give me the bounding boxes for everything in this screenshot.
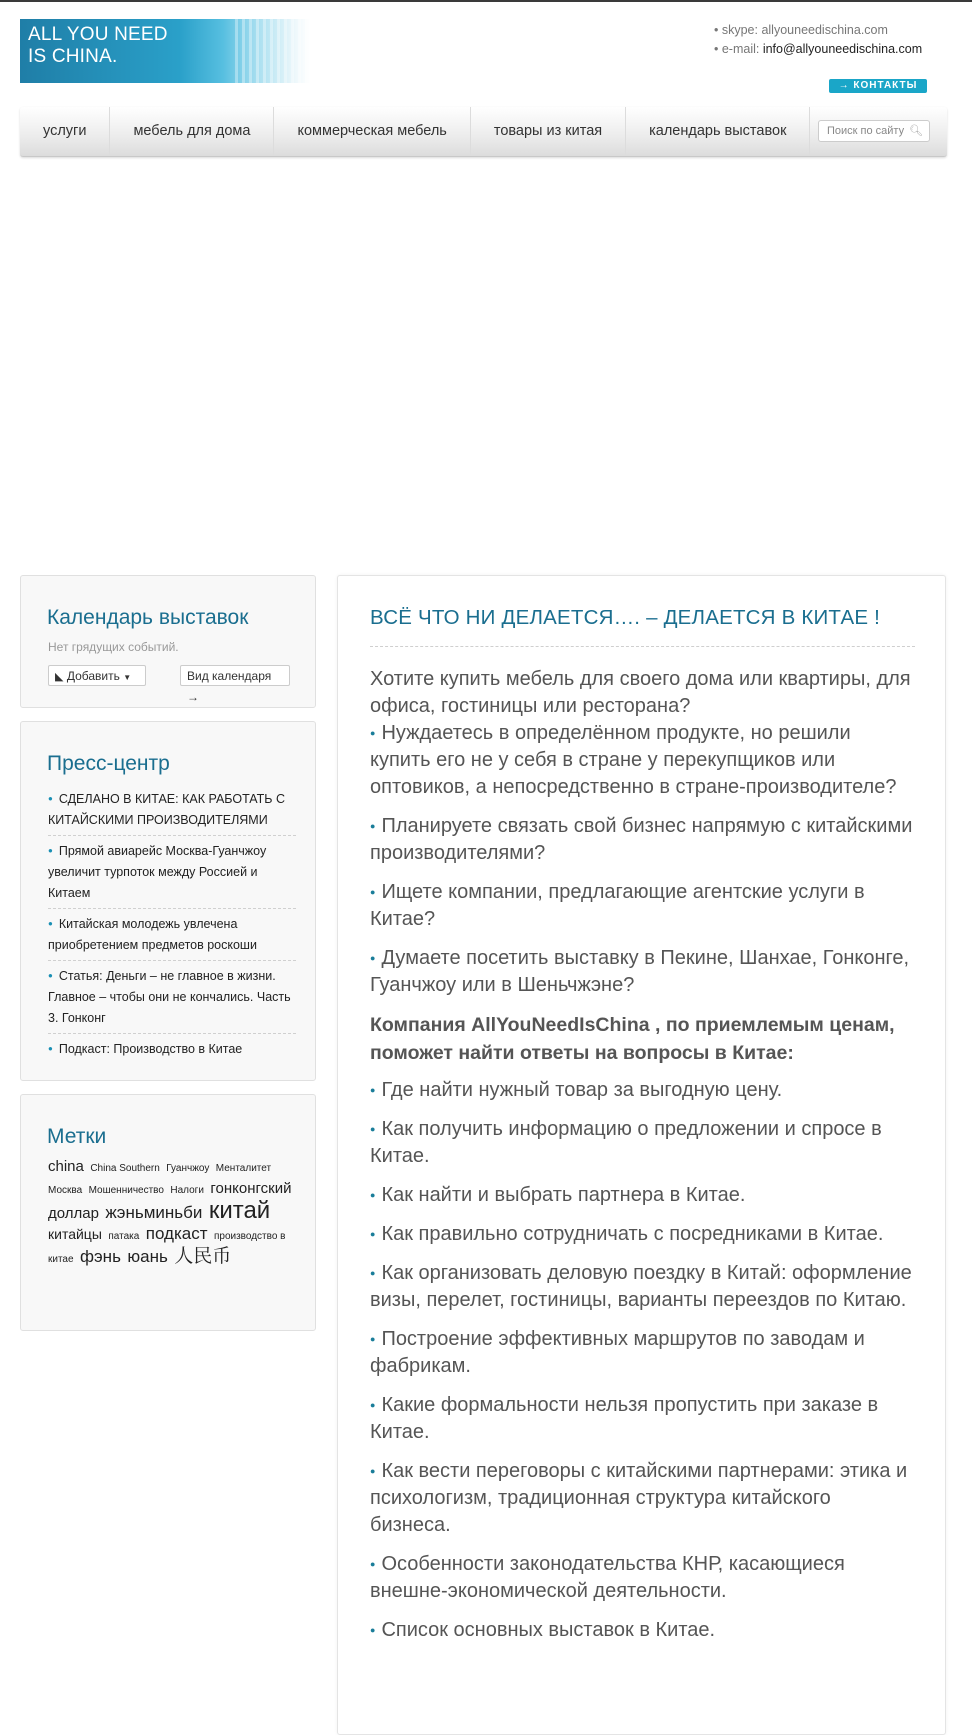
answer-item [370, 1551, 915, 1605]
press-center-widget [20, 721, 316, 1081]
press-item[interactable] [48, 961, 296, 1034]
press-item[interactable] [48, 1034, 296, 1064]
tag-link[interactable]: фэнь [80, 1247, 121, 1266]
answer-text: Список основных выставок в Китае. [381, 1619, 716, 1641]
bullet-icon: ● [370, 887, 376, 897]
bullet-icon: ● [370, 1124, 376, 1134]
rss-icon: ◣ [55, 671, 64, 683]
question-text: Нуждаетесь в определённом продукте, но решили купить его не у себя в стране у перекупщиков или оптовиков, а непосредственно в стране-производителе? [370, 722, 897, 798]
tag-link[interactable]: жэньминьби [105, 1203, 203, 1222]
tag-link[interactable]: Налоги [170, 1185, 204, 1196]
question-text: Думаете посетить выставку в Пекине, Шанхае, Гонконге, Гуанчжоу или в Шеньчжэне? [370, 947, 910, 996]
question-item [370, 720, 915, 801]
view-calendar-button[interactable] [180, 665, 290, 704]
answer-text: Построение эффективных маршрутов по заводам и фабрикам. [370, 1328, 865, 1377]
bullet-icon: ● [370, 1190, 376, 1200]
press-item-link[interactable]: Китайская молодежь увлечена приобретением предметов роскоши [48, 917, 257, 952]
article-title: ВСЁ ЧТО НИ ДЕЛАЕТСЯ…. – ДЕЛАЕТСЯ В КИТАЕ ! [370, 606, 880, 629]
answer-item [370, 1260, 915, 1314]
answer-item [370, 1077, 915, 1104]
press-item[interactable] [48, 909, 296, 961]
bullet-icon: ● [370, 1466, 376, 1476]
add-calendar-button[interactable] [48, 665, 146, 686]
caret-down-icon: ▼ [123, 673, 132, 682]
answer-item [370, 1617, 915, 1644]
press-item-link[interactable]: Прямой авиарейс Москва-Гуанчжоу увеличит турпоток между Россией и Китаем [48, 844, 267, 900]
answer-item [370, 1392, 915, 1446]
calendar-widget [20, 575, 316, 708]
press-item[interactable] [48, 784, 296, 836]
bullet-icon: ● [48, 1044, 53, 1053]
question-text: Планируете связать свой бизнес напрямую с китайскими производителями? [370, 815, 913, 864]
bullet-icon: ● [370, 728, 376, 738]
answer-text: Где найти нужный товар за выгодную цену. [381, 1079, 783, 1101]
nav-item-home-furniture[interactable]: мебель для дома [110, 107, 274, 156]
nav-item-exhibition-calendar[interactable]: календарь выставок [626, 107, 810, 156]
bullet-icon: ● [48, 846, 53, 855]
calendar-empty-text: Нет грядущих событий. [48, 640, 179, 654]
answer-text: Как найти и выбрать партнера в Китае. [381, 1184, 746, 1206]
email-label: • e-mail: [714, 42, 763, 56]
main-article [337, 575, 946, 1735]
skype-line [714, 21, 922, 40]
answers-list [370, 1077, 915, 1644]
answer-text: Как организовать деловую поездку в Китай: оформление визы, перелет, гостиницы, варианты переездов по Китаю. [370, 1262, 912, 1311]
top-border [0, 0, 972, 2]
bullet-icon: ● [48, 919, 53, 928]
title-divider [370, 646, 915, 647]
answer-item [370, 1116, 915, 1170]
email-line [714, 40, 922, 59]
nav-item-commercial-furniture[interactable]: коммерческая мебель [274, 107, 470, 156]
answer-item [370, 1326, 915, 1380]
intro-paragraph: Хотите купить мебель для своего дома или квартиры, для офиса, гостиницы или ресторана? [370, 668, 911, 717]
tag-link[interactable]: китайцы [48, 1226, 102, 1242]
nav-item-services[interactable]: услуги [20, 107, 110, 156]
bullet-icon: ● [48, 971, 53, 980]
nav-item-goods-from-china[interactable]: товары из китая [471, 107, 626, 156]
logo-stripes [235, 19, 310, 83]
tag-link[interactable]: 人民币 [174, 1246, 232, 1267]
tag-link[interactable]: Мошенничество [88, 1185, 164, 1196]
tag-link[interactable]: china [48, 1158, 84, 1175]
bullet-icon: ● [370, 1229, 376, 1239]
tag-link[interactable]: производство в китае [48, 1231, 286, 1265]
press-item-link[interactable]: Статья: Деньги – не главное в жизни. Главное – чтобы они не кончались. Часть 3. Гонконг [48, 969, 291, 1025]
press-list [48, 784, 296, 1064]
answer-text: Какие формальности нельзя пропустить при заказе в Китае. [370, 1394, 879, 1443]
question-text: Ищете компании, предлагающие агентские услуги в Китае? [370, 881, 865, 930]
tag-link[interactable]: Москва [48, 1185, 83, 1196]
bullet-icon: ● [370, 1085, 376, 1095]
logo-text [28, 24, 168, 68]
answer-text: Как вести переговоры с китайскими партнерами: этика и психологизм, традиционная структура китайского бизнеса. [370, 1460, 908, 1536]
bullet-icon: ● [370, 1400, 376, 1410]
tag-link[interactable]: юань [127, 1247, 168, 1266]
arrow-right-icon: → [187, 690, 199, 704]
tag-link[interactable]: китай [208, 1197, 271, 1224]
tag-link[interactable]: Гуанчжоу [166, 1163, 210, 1174]
answer-item [370, 1458, 915, 1539]
question-item [370, 945, 915, 999]
bullet-icon: ● [370, 1559, 376, 1569]
press-title: Пресс-центр [47, 752, 170, 775]
main-nav [20, 107, 947, 157]
answer-item [370, 1182, 915, 1209]
bullet-icon: ● [370, 821, 376, 831]
bullet-icon: ● [370, 1625, 376, 1635]
article-body [370, 666, 915, 1656]
view-calendar-label: Вид календаря [187, 669, 272, 683]
answer-text: Как правильно сотрудничать с посредниками в Китае. [381, 1223, 884, 1245]
bullet-icon: ● [370, 953, 376, 963]
question-item [370, 813, 915, 867]
answer-text: Особенности законодательства КНР, касающиеся внешне-экономической деятельности. [370, 1553, 845, 1602]
bullet-icon: ● [370, 1334, 376, 1344]
question-item [370, 879, 915, 933]
press-item-link[interactable]: СДЕЛАНО В КИТАЕ: КАК РАБОТАТЬ С КИТАЙСКИМИ ПРОИЗВОДИТЕЛЯМИ [48, 792, 285, 827]
logo-line-1: ALL YOU NEED [28, 24, 168, 45]
tags-title: Метки [47, 1125, 107, 1148]
email-link[interactable]: info@allyouneedischina.com [762, 42, 923, 56]
answer-text: Как получить информацию о предложении и спросе в Китае. [370, 1118, 882, 1167]
contact-info [714, 21, 922, 59]
calendar-title: Календарь выставок [47, 606, 249, 629]
tag-link[interactable]: патака [108, 1231, 140, 1242]
tags-widget [20, 1094, 316, 1331]
bullet-icon: ● [48, 794, 53, 803]
search-icon[interactable]: 🔍︎ [909, 125, 923, 137]
answer-item [370, 1221, 915, 1248]
contacts-button[interactable]: → КОНТАКТЫ [829, 79, 927, 93]
logo-line-2: IS CHINA. [28, 46, 118, 67]
tag-link[interactable]: гонконгский доллар [48, 1180, 292, 1222]
tag-link[interactable]: подкаст [145, 1224, 208, 1243]
press-item-link[interactable]: Подкаст: Производство в Китае [58, 1042, 243, 1056]
tag-link[interactable]: Менталитет [215, 1163, 272, 1174]
add-calendar-label: Добавить [66, 669, 120, 683]
press-item[interactable] [48, 836, 296, 909]
search-input[interactable] [818, 120, 930, 142]
company-paragraph: Компания AllYouNeedIsChina , по приемлемым ценам, поможет найти ответы на вопросы в Китае: [370, 1014, 895, 1064]
tag-link[interactable]: China Southern [90, 1163, 160, 1174]
bullet-icon: ● [370, 1268, 376, 1278]
skype-label: • skype: [714, 23, 762, 37]
skype-value: allyouneedischina.com [761, 23, 888, 37]
search-placeholder: Поиск по сайту [827, 125, 905, 137]
tag-cloud [48, 1157, 298, 1270]
site-logo[interactable] [20, 19, 310, 83]
